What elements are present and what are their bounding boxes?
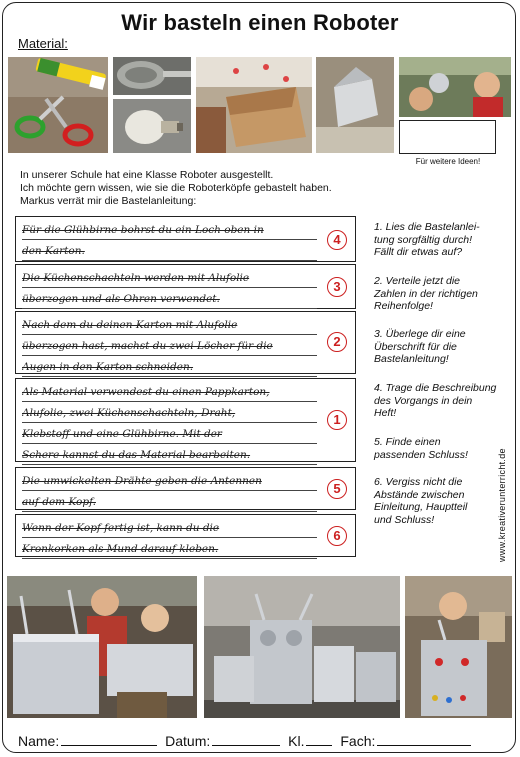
date-field[interactable] <box>212 733 280 746</box>
footer-fields <box>18 733 475 749</box>
step-text <box>22 315 317 378</box>
photo-wire <box>113 57 191 95</box>
step-line: Augen in den Karton schneiden. <box>22 357 317 377</box>
name-label: Name: <box>18 733 60 749</box>
step-box <box>15 378 356 462</box>
step-box <box>15 216 356 262</box>
task-line: 1. Lies die Bastelanlei- <box>374 221 480 233</box>
task-3 <box>374 328 466 366</box>
step-text <box>22 382 317 466</box>
task-line: 3. Überlege dir eine <box>374 328 466 340</box>
photo-light-bulb <box>113 99 191 153</box>
step-line: Nach dem du deinen Karton mit Alufolie <box>22 315 317 335</box>
ideas-box <box>399 120 496 154</box>
step-line: Klebstoff und eine Glühbirne. Mit der <box>22 424 317 444</box>
step-box <box>15 264 356 309</box>
task-line: passenden Schluss! <box>374 448 468 461</box>
task-1 <box>374 221 480 259</box>
task-line: Bastelanleitung! <box>374 353 449 365</box>
step-number: 2 <box>327 332 347 352</box>
step-line: Die Küchenschachteln werden mit Alufolie <box>22 268 317 288</box>
task-line: Zahlen in der richtigen <box>374 287 478 300</box>
photo-glue-scissors <box>8 57 108 153</box>
task-line: 5. Finde einen <box>374 436 441 448</box>
task-line: 4. Trage die Beschreibung <box>374 382 497 394</box>
task-line: Abstände zwischen <box>374 488 465 501</box>
step-number: 1 <box>327 410 347 430</box>
step-box <box>15 311 356 374</box>
photo-child-with-robot <box>405 576 512 718</box>
step-line: Kronkorken als Mund darauf kleben. <box>22 539 317 559</box>
task-line: Überschrift für die <box>374 340 457 353</box>
intro-line: Markus verrät mir die Bastelanleitung: <box>20 195 197 207</box>
step-line: überzogen und als Ohren verwendet. <box>22 289 317 309</box>
task-line: Heft! <box>374 407 397 419</box>
step-line: Alufolie, zwei Küchenschachteln, Draht, <box>22 403 317 423</box>
step-line: Schere kannst du das Material bearbeiten. <box>22 445 317 465</box>
task-line: 6. Vergiss nicht die <box>374 476 463 488</box>
task-line: Reihenfolge! <box>374 300 433 312</box>
step-text <box>22 220 317 262</box>
step-number: 5 <box>327 479 347 499</box>
task-line: Einleitung, Hauptteil <box>374 501 468 513</box>
step-line: auf dem Kopf. <box>22 492 317 512</box>
task-5 <box>374 436 468 461</box>
task-4 <box>374 382 496 420</box>
step-number: 6 <box>327 526 347 546</box>
intro-line: Ich möchte gern wissen, wie sie die Roboterköpfe gebastelt haben. <box>20 182 332 194</box>
ideas-caption: Für weitere Ideen! <box>415 157 481 166</box>
material-label: Material: <box>18 36 68 51</box>
photo-robot-heads-display <box>204 576 400 718</box>
date-label: Datum: <box>165 733 211 749</box>
step-line: Wenn der Kopf fertig ist, kann du die <box>22 518 317 538</box>
step-text <box>22 471 317 513</box>
step-line: überzogen hast, machst du zwei Löcher für die <box>22 336 317 356</box>
step-text <box>22 518 317 560</box>
name-field[interactable] <box>61 733 157 746</box>
page-title: Wir basteln einen Roboter <box>121 10 399 35</box>
step-line: den Karton. <box>22 241 317 261</box>
photo-kids-robot <box>399 57 511 117</box>
step-number: 3 <box>327 277 347 297</box>
task-2 <box>374 275 478 313</box>
subject-field[interactable] <box>377 733 471 746</box>
step-box <box>15 467 356 510</box>
class-field[interactable] <box>306 733 332 746</box>
task-line: und Schluss! <box>374 513 435 526</box>
intro-line: In unserer Schule hat eine Klasse Roboter ausgestellt. <box>20 169 274 181</box>
step-line: Als Material verwendest du einen Pappkarton, <box>22 382 317 402</box>
task-line: tung sorgfältig durch! <box>374 233 473 246</box>
intro-text <box>20 169 332 208</box>
website-credit: www.kreativerunterricht.de <box>497 448 507 562</box>
subject-label: Fach: <box>340 733 376 749</box>
class-label: Kl. <box>288 733 305 749</box>
task-line: Fällt dir etwas auf? <box>374 246 463 258</box>
task-line: 2. Verteile jetzt die <box>374 275 460 287</box>
step-line: Für die Glühbirne bohrst du ein Loch oben in <box>22 220 317 240</box>
step-line: Die umwickelten Drähte geben die Antennen <box>22 471 317 491</box>
photo-aluminium-foil <box>316 57 394 153</box>
task-line: des Vorgangs in dein <box>374 394 473 407</box>
task-6 <box>374 476 467 526</box>
photo-cardboard-box <box>196 57 312 153</box>
step-number: 4 <box>327 230 347 250</box>
photo-kids-with-robots <box>7 576 197 718</box>
step-text <box>22 268 317 310</box>
step-box <box>15 514 356 557</box>
